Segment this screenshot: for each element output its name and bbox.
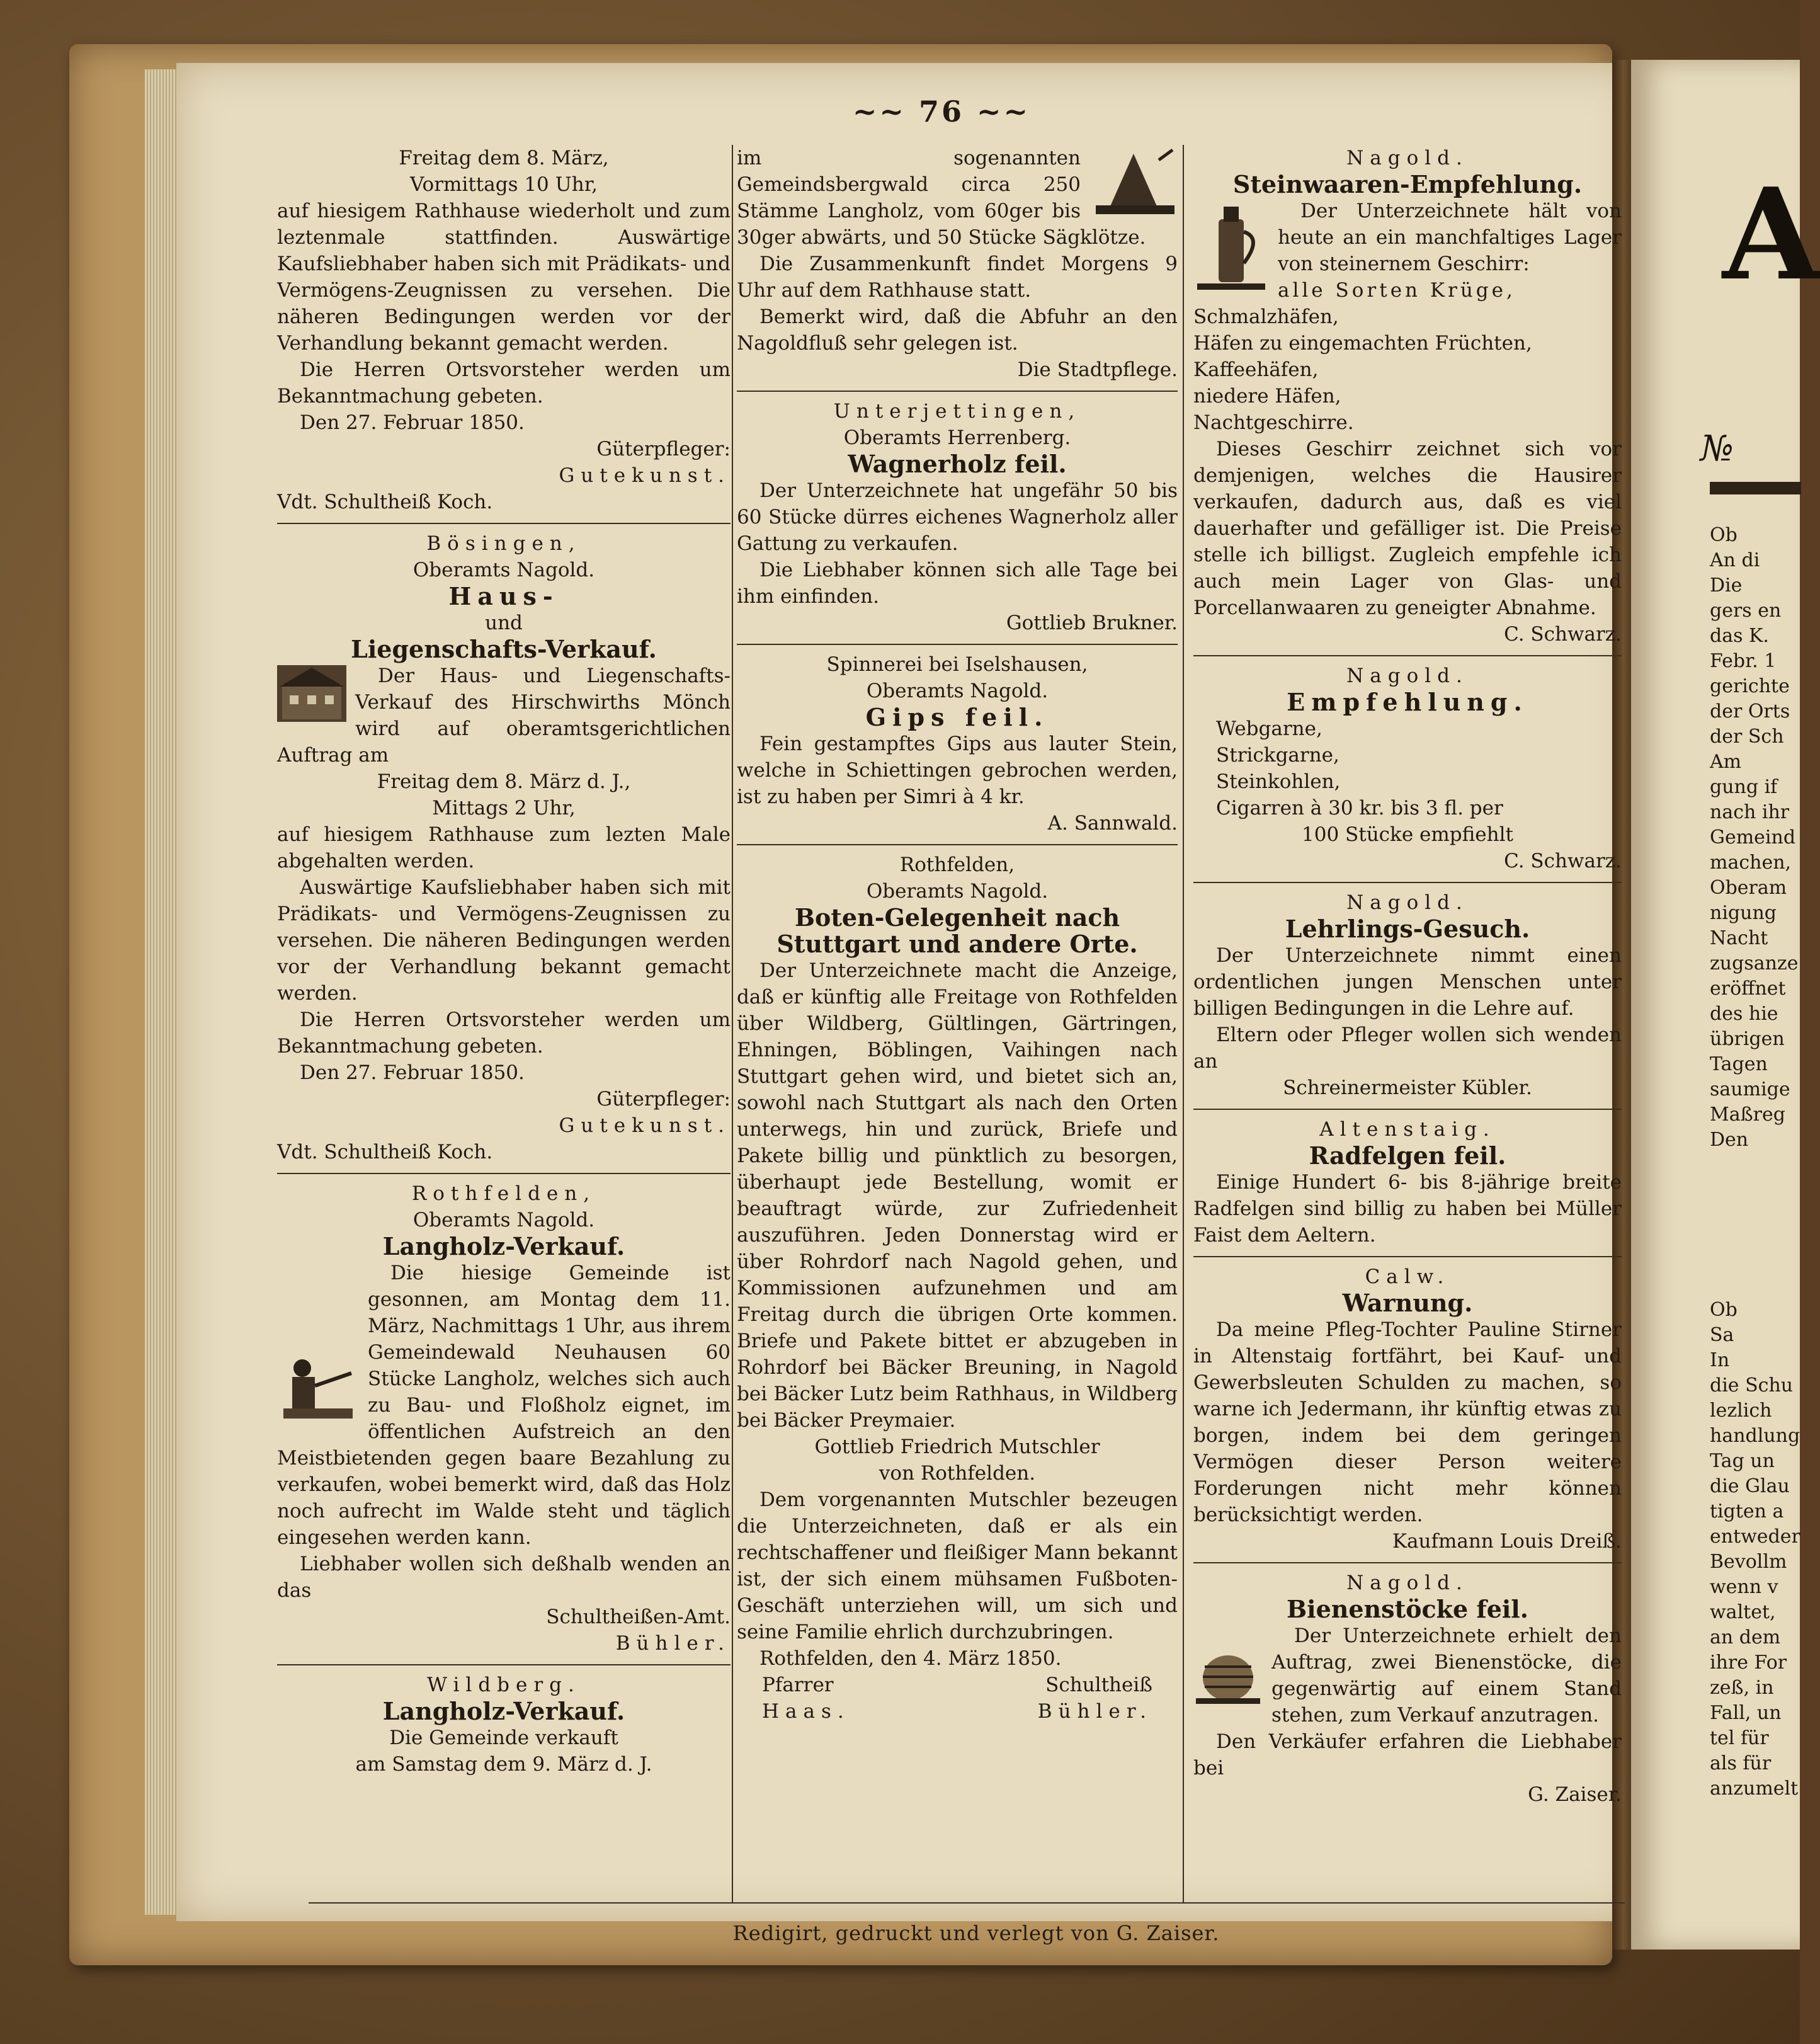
ad-place: Nagold. <box>1346 147 1469 169</box>
imprint-footer: Redigirt, gedruckt und verlegt von G. Zaiser. <box>732 1921 1220 1945</box>
ad-body: Der Unterzeichnete hat ungefähr 50 bis 60 Stücke dürres eichenes Wagnerholz aller Gattung zu verkaufen. <box>737 479 1178 555</box>
ad-signature: Gutekunst. <box>559 464 731 487</box>
facing-page-line: entweder <box>1710 1526 1800 1548</box>
ad-title: Bienenstöcke feil. <box>1287 1595 1528 1623</box>
ad-place: Altenstaig. <box>1319 1118 1496 1141</box>
ad-date: Den 27. Februar 1850. <box>300 411 525 434</box>
ad-body: auf hiesigem Rathhause wiederholt und zum leztenmale stattfinden. Auswärtige Kaufsliebhaber haben sich mit Prädikats- und Vermögens-Zeugnissen zu versehen. Die näheren Bedingungen werden vor der Verhandlung bekannt gemacht werden. <box>277 200 731 355</box>
facing-page-line: lezlich <box>1710 1400 1772 1422</box>
ad-separator <box>737 844 1178 845</box>
facing-page-line: Febr. 1 <box>1710 650 1777 672</box>
page-number: 76 <box>918 94 964 128</box>
facing-page-line: In <box>1710 1349 1730 1371</box>
ad-body: Auswärtige Kaufsliebhaber haben sich mit Prädikats- und Vermögens-Zeugnissen zu versehen. Die näheren Bedingungen werden vor der Verhandlung bekannt gemacht werden. <box>277 876 731 1005</box>
ad-district: Oberamts Nagold. <box>866 880 1049 903</box>
signature-row <box>737 1698 1178 1725</box>
ad-line: Mittags 2 Uhr, <box>432 797 576 819</box>
ad-place: Rothfelden, <box>899 854 1015 876</box>
ad-title: Langholz-Verkauf. <box>382 1697 625 1725</box>
ad-district: Oberamts Nagold. <box>412 1209 595 1231</box>
column-3 <box>1193 145 1622 1812</box>
ad-body: Eltern oder Pfleger wollen sich wenden an <box>1193 1024 1622 1073</box>
ad-separator <box>1193 1562 1622 1563</box>
ad-date: Den 27. Februar 1850. <box>300 1061 525 1084</box>
ad-body: Einige Hundert 6- bis 8-jährige breite Radfelgen sind billig zu haben bei Müller Faist dem Aeltern. <box>1193 1171 1622 1247</box>
ad-title: Langholz-Verkauf. <box>382 1232 625 1260</box>
jug-woodcut-image <box>1193 200 1269 295</box>
facing-page-line: machen, <box>1710 852 1792 874</box>
ad-signature: C. Schwarz. <box>1504 623 1622 646</box>
facing-page-line: an dem <box>1710 1626 1781 1648</box>
ad-signature: Schultheißen-Amt. <box>546 1606 731 1628</box>
ad-place: Unterjettingen, <box>833 400 1081 423</box>
facing-page-line: Ob <box>1710 1299 1738 1321</box>
ad-body: Bemerkt wird, daß die Abfuhr an den Nagoldfluß sehr gelegen ist. <box>737 305 1178 355</box>
column-2 <box>737 145 1178 1728</box>
column-rule-1 <box>732 145 733 1902</box>
ad-body: Der Unterzeichnete hält von heute an ein manchfaltiges Lager von steinernem Geschirr: <box>1278 200 1622 275</box>
ad-list-item: Cigarren à 30 kr. bis 3 fl. per <box>1216 797 1503 819</box>
signature: Haas. <box>762 1700 850 1723</box>
ad-title: Lehrlings-Gesuch. <box>1285 915 1530 943</box>
ad-body: Der Unterzeichnete erhielt den Auftrag, zwei Bienenstöcke, die gegenwärtig auf einem Stand stehen, zum Verkauf anzutragen. <box>1271 1624 1622 1727</box>
facing-page-line: des hie <box>1710 1003 1778 1025</box>
ad-signature: Gutekunst. <box>559 1114 731 1137</box>
ad-district: Oberamts Nagold. <box>866 680 1049 702</box>
ad-signature: von Rothfelden. <box>879 1462 1036 1485</box>
ad-place: Nagold. <box>1346 891 1469 914</box>
facing-page-line: Nacht <box>1710 927 1768 949</box>
ad-body: Dieses Geschirr zeichnet sich vor demjenigen, welches die Hausirer verkaufen, dadurch aus, daß es viel dauerhafter und gefälliger ist. Die Preise stelle ich billigst. Zugleich empfehle ich auch mein Lager von Glas- und Porcellanwaaren zu geneigter Abnahme. <box>1193 438 1622 619</box>
ad-title: Warnung. <box>1342 1289 1473 1317</box>
ad-body: Der Unterzeichnete macht die Anzeige, daß er künftig alle Freitage von Rothfelden über Wildberg, Gültlingen, Gärtringen, Ehningen, Böblingen, Vaihingen nach Stuttgart gehen wird, und bietet sich an, sowohl nach Stuttgart als nach den Orten unterwegs, hin und zurück, Briefe und Pakete billig und pünktlich zu besorgen, überhaupt jede Bestellung, womit er beauftragt würde, zur Zufriedenheit auszuführen. Jeden Donnerstag wird er über Rohrdorf nach Nagold gehen, und Kommissionen aufzunehmen und am Freitag durch die übrigen Orte kommen. Briefe und Pakete bittet er abzugeben in Rohrdorf bei Bäcker Breuning, in Nagold bei Bäcker Lutz beim Rathhaus, in Wildberg bei Bäcker Preymaier. <box>737 959 1178 1432</box>
ad-list-item: Strickgarne, <box>1216 744 1339 767</box>
facing-page-text-block-2 <box>1710 1298 1800 1801</box>
facing-page-line: zeß, in <box>1710 1677 1774 1699</box>
ad-bienenstoecke <box>1193 1570 1622 1808</box>
ad-place: Rothfelden, <box>411 1182 596 1205</box>
signature-role: Pfarrer <box>762 1674 834 1696</box>
ad-langholz-wildberg <box>277 1672 731 1778</box>
facing-page-line: die Glau <box>1710 1475 1790 1497</box>
ad-list-item: 100 Stücke empfiehlt <box>1302 823 1513 846</box>
house-woodcut-image <box>277 665 346 722</box>
ad-signature: C. Schwarz. <box>1504 850 1622 872</box>
ad-title: Haus- <box>448 582 559 610</box>
ad-separator <box>277 1173 731 1174</box>
ad-body: Die Liebhaber können sich alle Tage bei ihm einfinden. <box>737 559 1178 608</box>
ad-body: Der Unterzeichnete nimmt einen ordentlichen jungen Menschen unter billigen Bedingungen in die Lehre auf. <box>1193 944 1622 1020</box>
ad-place: Nagold. <box>1346 665 1469 687</box>
ad-title: Empfehlung. <box>1287 688 1528 716</box>
signature: Bühler. <box>1037 1700 1152 1723</box>
facing-page-line: handlung <box>1710 1425 1800 1447</box>
signature-row <box>737 1672 1178 1698</box>
facing-page-line: übrigen <box>1710 1028 1785 1050</box>
facing-page-line: gerichte <box>1710 675 1790 697</box>
facing-page-line: Bevollm <box>1710 1551 1787 1573</box>
beehive-woodcut-image <box>1193 1648 1263 1704</box>
ad-signature: Schreinermeister Kübler. <box>1283 1076 1532 1099</box>
masthead-initial: A <box>1722 161 1820 309</box>
facing-page-line: Sa <box>1710 1324 1734 1346</box>
ad-signature: Die Stadtpflege. <box>1017 358 1178 381</box>
ad-signature: Gottlieb Friedrich Mutschler <box>814 1436 1100 1458</box>
ad-haus-verkauf <box>277 530 731 1165</box>
woodcutter-woodcut-image <box>277 1354 359 1424</box>
signature-role: Schultheiß <box>1045 1674 1152 1696</box>
ad-vidit: Vdt. Schultheiß Koch. <box>277 1141 493 1163</box>
ad-separator <box>1193 1256 1622 1257</box>
timber-woodcut-image <box>1089 147 1178 217</box>
facing-page-text-block-1 <box>1710 523 1799 1153</box>
ad-signature: A. Sannwald. <box>1047 812 1178 835</box>
ad-vidit: Vdt. Schultheiß Koch. <box>277 491 493 513</box>
ad-body: auf hiesigem Rathhause zum lezten Male abgehalten werden. <box>277 823 731 872</box>
ad-list-item: alle Sorten Krüge, <box>1278 279 1516 302</box>
ad-line: Vormittags 10 Uhr, <box>410 173 598 196</box>
column-1 <box>277 145 731 1781</box>
facing-page-line: nigung <box>1710 902 1777 924</box>
facing-page-line: waltet, <box>1710 1601 1776 1623</box>
facing-page-line: anzumelt <box>1710 1778 1799 1800</box>
facing-page-line: die Schu <box>1710 1374 1794 1396</box>
ad-separator <box>1193 1109 1622 1110</box>
facing-page-line: nach ihr <box>1710 801 1790 823</box>
ad-list-item: Webgarne, <box>1216 717 1322 740</box>
ad-boten-gelegenheit <box>737 852 1178 1725</box>
ad-body: Der Haus- und Liegenschafts-Verkauf des Hirschwirths Mönch wird auf oberamtsgerichtlichen Auftrag am <box>277 665 731 767</box>
ad-langholz-rothfelden <box>277 1180 731 1657</box>
ad-radfelgen <box>1193 1116 1622 1248</box>
facing-page-line: Maßreg <box>1710 1104 1785 1126</box>
ad-signature: G. Zaiser. <box>1528 1783 1622 1806</box>
ad-list-item: Nachtgeschirre. <box>1193 411 1354 434</box>
ad-empfehlung <box>1193 663 1622 874</box>
issue-number-sign: № <box>1700 428 1734 469</box>
facing-page-line: Am <box>1710 751 1742 773</box>
facing-page-line: tigten a <box>1710 1500 1784 1522</box>
facing-page-line: gers en <box>1710 600 1782 622</box>
ad-list-item: Kaffeehäfen, <box>1193 358 1319 381</box>
facing-page-line: saumige <box>1710 1078 1790 1100</box>
ad-separator <box>737 644 1178 645</box>
facing-page-line: Gemeind <box>1710 826 1796 848</box>
facing-page-line: tel für <box>1710 1727 1769 1749</box>
ad-signature: Bühler. <box>615 1632 731 1655</box>
ad-body: Da meine Pfleg-Tochter Pauline Stirner in Altenstaig fortfährt, bei Kauf- und Gewerbsleuten Schulden zu machen, so warne ich Jedermann, ihr künftig etwas zu borgen, indem bei dem geringen Vermögen dieser Person weitere Forderungen nicht mehr können berücksichtigt werden. <box>1193 1318 1622 1526</box>
ad-body: Fein gestampftes Gips aus lauter Stein, welche in Schiettingen gebrochen werden, ist zu haben per Simri à 4 kr. <box>737 733 1178 808</box>
ad-warnung <box>1193 1264 1622 1555</box>
facing-page-line: ihre For <box>1710 1652 1787 1674</box>
facing-page-line: Tag un <box>1710 1450 1775 1472</box>
ad-date: Rothfelden, den 4. März 1850. <box>759 1647 1062 1670</box>
ad-line: Die Gemeinde verkauft <box>389 1727 618 1749</box>
ad-place: Calw. <box>1365 1265 1450 1288</box>
ad-body: Die hiesige Gemeinde ist gesonnen, am Montag dem 11. März, Nachmittags 1 Uhr, aus ihrem Gemeindewald Neuhausen 60 Stücke Langholz, welches sich auch zu Bau- und Floßholz eignet, im öffentlichen Aufstreich an den Meistbietenden gegen baare Bezahlung zu verkaufen, wobei bemerkt wird, daß das Holz noch aufrecht im Walde steht und täglich eingesehen werden kann. <box>277 1262 731 1549</box>
ad-signature-role: Güterpfleger: <box>596 1088 731 1110</box>
ad-line: Freitag dem 8. März, <box>399 147 609 169</box>
ad-body: Die Herren Ortsvorsteher werden um Bekanntmachung gebeten. <box>277 358 731 408</box>
ad-list-item: niedere Häfen, <box>1193 385 1341 408</box>
facing-page-line: das K. <box>1710 625 1769 647</box>
facing-page-line: Ob <box>1710 524 1738 546</box>
ad-line: am Samstag dem 9. März d. J. <box>355 1753 652 1776</box>
ad-wagnerholz <box>737 398 1178 636</box>
ad-place: Spinnerei bei Iselshausen, <box>826 653 1088 676</box>
ad-body: Die Herren Ortsvorsteher werden um Bekanntmachung gebeten. <box>277 1008 731 1058</box>
ad-signature-role: Güterpfleger: <box>596 438 731 460</box>
ad-body: Dem vorgenannten Mutschler bezeugen die Unterzeichneten, daß er als ein rechtschaffener und fleißiger Mann bekannt ist, der sich einem mühsamen Fußboten-Geschäft unterziehen will, um sich und seine Familie ehrlich durchzubringen. <box>737 1488 1178 1643</box>
page-number-line: ~~ 76 ~~ <box>852 94 1031 128</box>
ad-separator <box>277 1664 731 1665</box>
ad-body: Die Zusammenkunft findet Morgens 9 Uhr auf dem Rathhause statt. <box>737 253 1178 302</box>
ad-gips <box>737 651 1178 836</box>
ad-separator <box>277 523 731 524</box>
ad-title: Wagnerholz feil. <box>848 450 1067 478</box>
facing-page-line: Die <box>1710 574 1743 597</box>
ad-district: Oberamts Nagold. <box>412 559 595 581</box>
ad-title: Gips feil. <box>865 703 1049 731</box>
ad-body: Liebhaber wollen sich deßhalb wenden an das <box>277 1553 731 1602</box>
ad-signature: Gottlieb Brukner. <box>1006 612 1178 634</box>
ad-body: im sogenannten Gemeindsbergwald circa 250 Stämme Langholz, vom 60ger bis 30ger abwärts, und 50 Stücke Sägklötze. <box>737 147 1146 249</box>
ad-place: Bösingen, <box>426 532 581 555</box>
ad-lehrlings-gesuch <box>1193 889 1622 1101</box>
facing-page-line: Den <box>1710 1129 1749 1151</box>
ad-district: Oberamts Herrenberg. <box>843 426 1071 449</box>
footer-rule <box>309 1902 1625 1904</box>
facing-page-line: An di <box>1710 549 1760 571</box>
facing-page-line: der Sch <box>1710 726 1784 748</box>
facing-page-line: als für <box>1710 1752 1772 1774</box>
facing-page-line: Tagen <box>1710 1053 1768 1075</box>
ad-list-item: Häfen zu eingemachten Früchten, <box>1193 332 1532 355</box>
ad-signature: Kaufmann Louis Dreiß. <box>1392 1530 1622 1553</box>
facing-page-line: zugsanze <box>1710 952 1799 974</box>
facing-page-line: wenn v <box>1710 1576 1778 1598</box>
ad-title: Steinwaaren-Empfehlung. <box>1232 170 1583 198</box>
ad-place: Wildberg. <box>427 1674 581 1696</box>
facing-page-line: der Orts <box>1710 700 1790 722</box>
ad-list-item: Schmalzhäfen, <box>1193 305 1339 328</box>
ad-separator <box>737 391 1178 392</box>
column-rule-2 <box>1183 145 1184 1902</box>
ad-stadtpflege <box>737 145 1178 383</box>
ad-title: Liegenschafts-Verkauf. <box>351 635 657 663</box>
ad-title: Boten-Gelegenheit nach Stuttgart und andere Orte. <box>776 903 1138 958</box>
ad-list-item: Steinkohlen, <box>1216 770 1341 793</box>
ad-separator <box>1193 882 1622 883</box>
ad-body: Den Verkäufer erfahren die Liebhaber bei <box>1193 1730 1622 1779</box>
ad-line: Freitag dem 8. März d. J., <box>377 770 631 793</box>
facing-page-line: Oberam <box>1710 877 1787 899</box>
ad-steinwaaren <box>1193 145 1622 648</box>
facing-page-line: gung if <box>1710 776 1778 798</box>
ad-title: Radfelgen feil. <box>1309 1141 1506 1170</box>
facing-page-line: eröffnet <box>1710 978 1786 1000</box>
ad-separator <box>1193 655 1622 656</box>
ad-place: Nagold. <box>1346 1572 1469 1594</box>
ad-title: und <box>485 612 523 634</box>
ad-auction-continued <box>277 145 731 515</box>
masthead-rule <box>1710 482 1801 494</box>
facing-page-line: Fall, un <box>1710 1702 1782 1724</box>
